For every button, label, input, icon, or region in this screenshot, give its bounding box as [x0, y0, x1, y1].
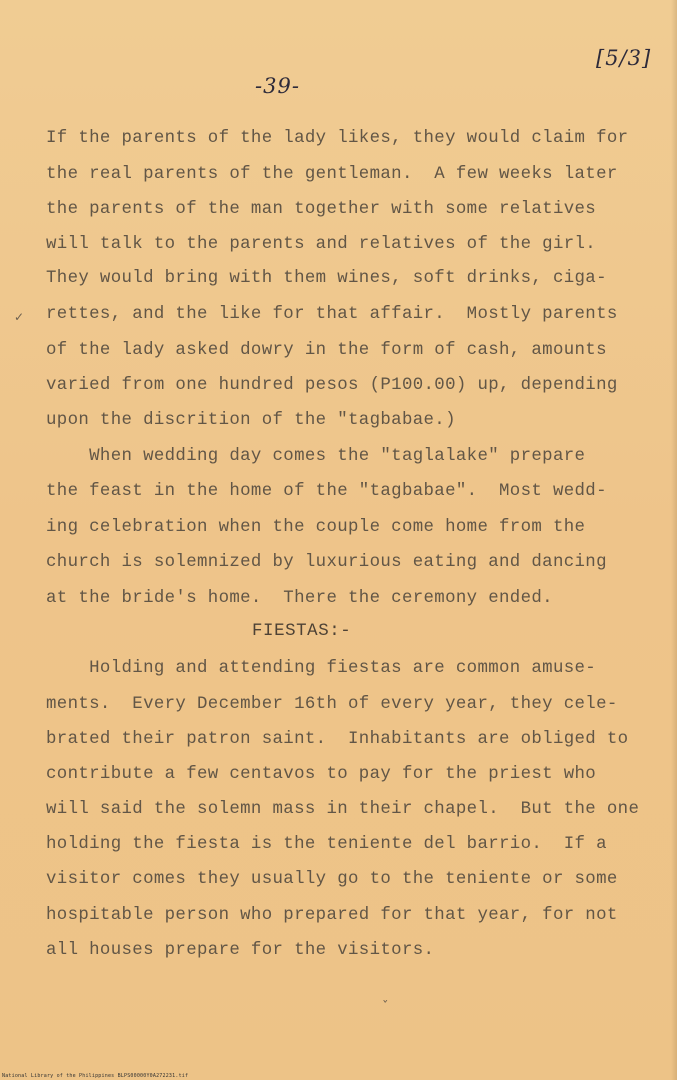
paragraph2-line: ing celebration when the couple come home from the	[46, 518, 586, 537]
page-edge-shadow	[671, 0, 677, 1080]
paragraph3-line: hospitable person who prepared for that year, for not	[46, 906, 618, 925]
paragraph2-line: church is solemnized by luxurious eating and dancing	[46, 553, 607, 572]
paragraph1-line: the real parents of the gentleman. A few weeks later	[46, 165, 618, 184]
paragraph2-line: When wedding day comes the "taglalake" prepare	[46, 447, 586, 466]
paragraph3-line: visitor comes they usually go to the teniente or some	[46, 870, 618, 889]
paragraph1-line: If the parents of the lady likes, they would claim for	[46, 129, 629, 148]
paragraph3-line: all houses prepare for the visitors.	[46, 941, 435, 960]
paragraph3-line: ments. Every December 16th of every year, they cele-	[46, 695, 618, 714]
stray-mark: ˇ	[382, 1000, 389, 1015]
reference-number: [5/3]	[596, 46, 652, 70]
scan-footer: National Library of the Philippines BLPS00000Y0A272231.tif	[2, 1073, 189, 1079]
paragraph1-line: of the lady asked dowry in the form of cash, amounts	[46, 341, 607, 360]
paragraph1-line: the parents of the man together with some relatives	[46, 200, 597, 219]
paragraph1-line: will talk to the parents and relatives of the girl.	[46, 235, 597, 254]
paragraph3-line: brated their patron saint. Inhabitants are obliged to	[46, 730, 629, 749]
paragraph1-line: They would bring with them wines, soft drinks, ciga-	[46, 269, 607, 288]
paragraph3-line: contribute a few centavos to pay for the priest who	[46, 765, 597, 784]
paragraph1-line: upon the discrition of the "tagbabae.)	[46, 411, 456, 430]
page-number: -39-	[255, 74, 300, 98]
section-heading: FIESTAS:-	[252, 622, 352, 641]
paragraph1-line: varied from one hundred pesos (P100.00) up, depending	[46, 376, 618, 395]
paragraph3-line: Holding and attending fiestas are common amuse-	[46, 659, 597, 678]
paragraph2-line: the feast in the home of the "tagbabae". Most wedd-	[46, 482, 607, 501]
stray-mark: ✓	[14, 310, 25, 324]
paragraph1-line: rettes, and the like for that affair. Mostly parents	[46, 305, 618, 324]
paragraph3-line: holding the fiesta is the teniente del barrio. If a	[46, 835, 607, 854]
paragraph2-line: at the bride's home. There the ceremony ended.	[46, 589, 553, 608]
paragraph3-line: will said the solemn mass in their chapel. But the one	[46, 800, 640, 819]
